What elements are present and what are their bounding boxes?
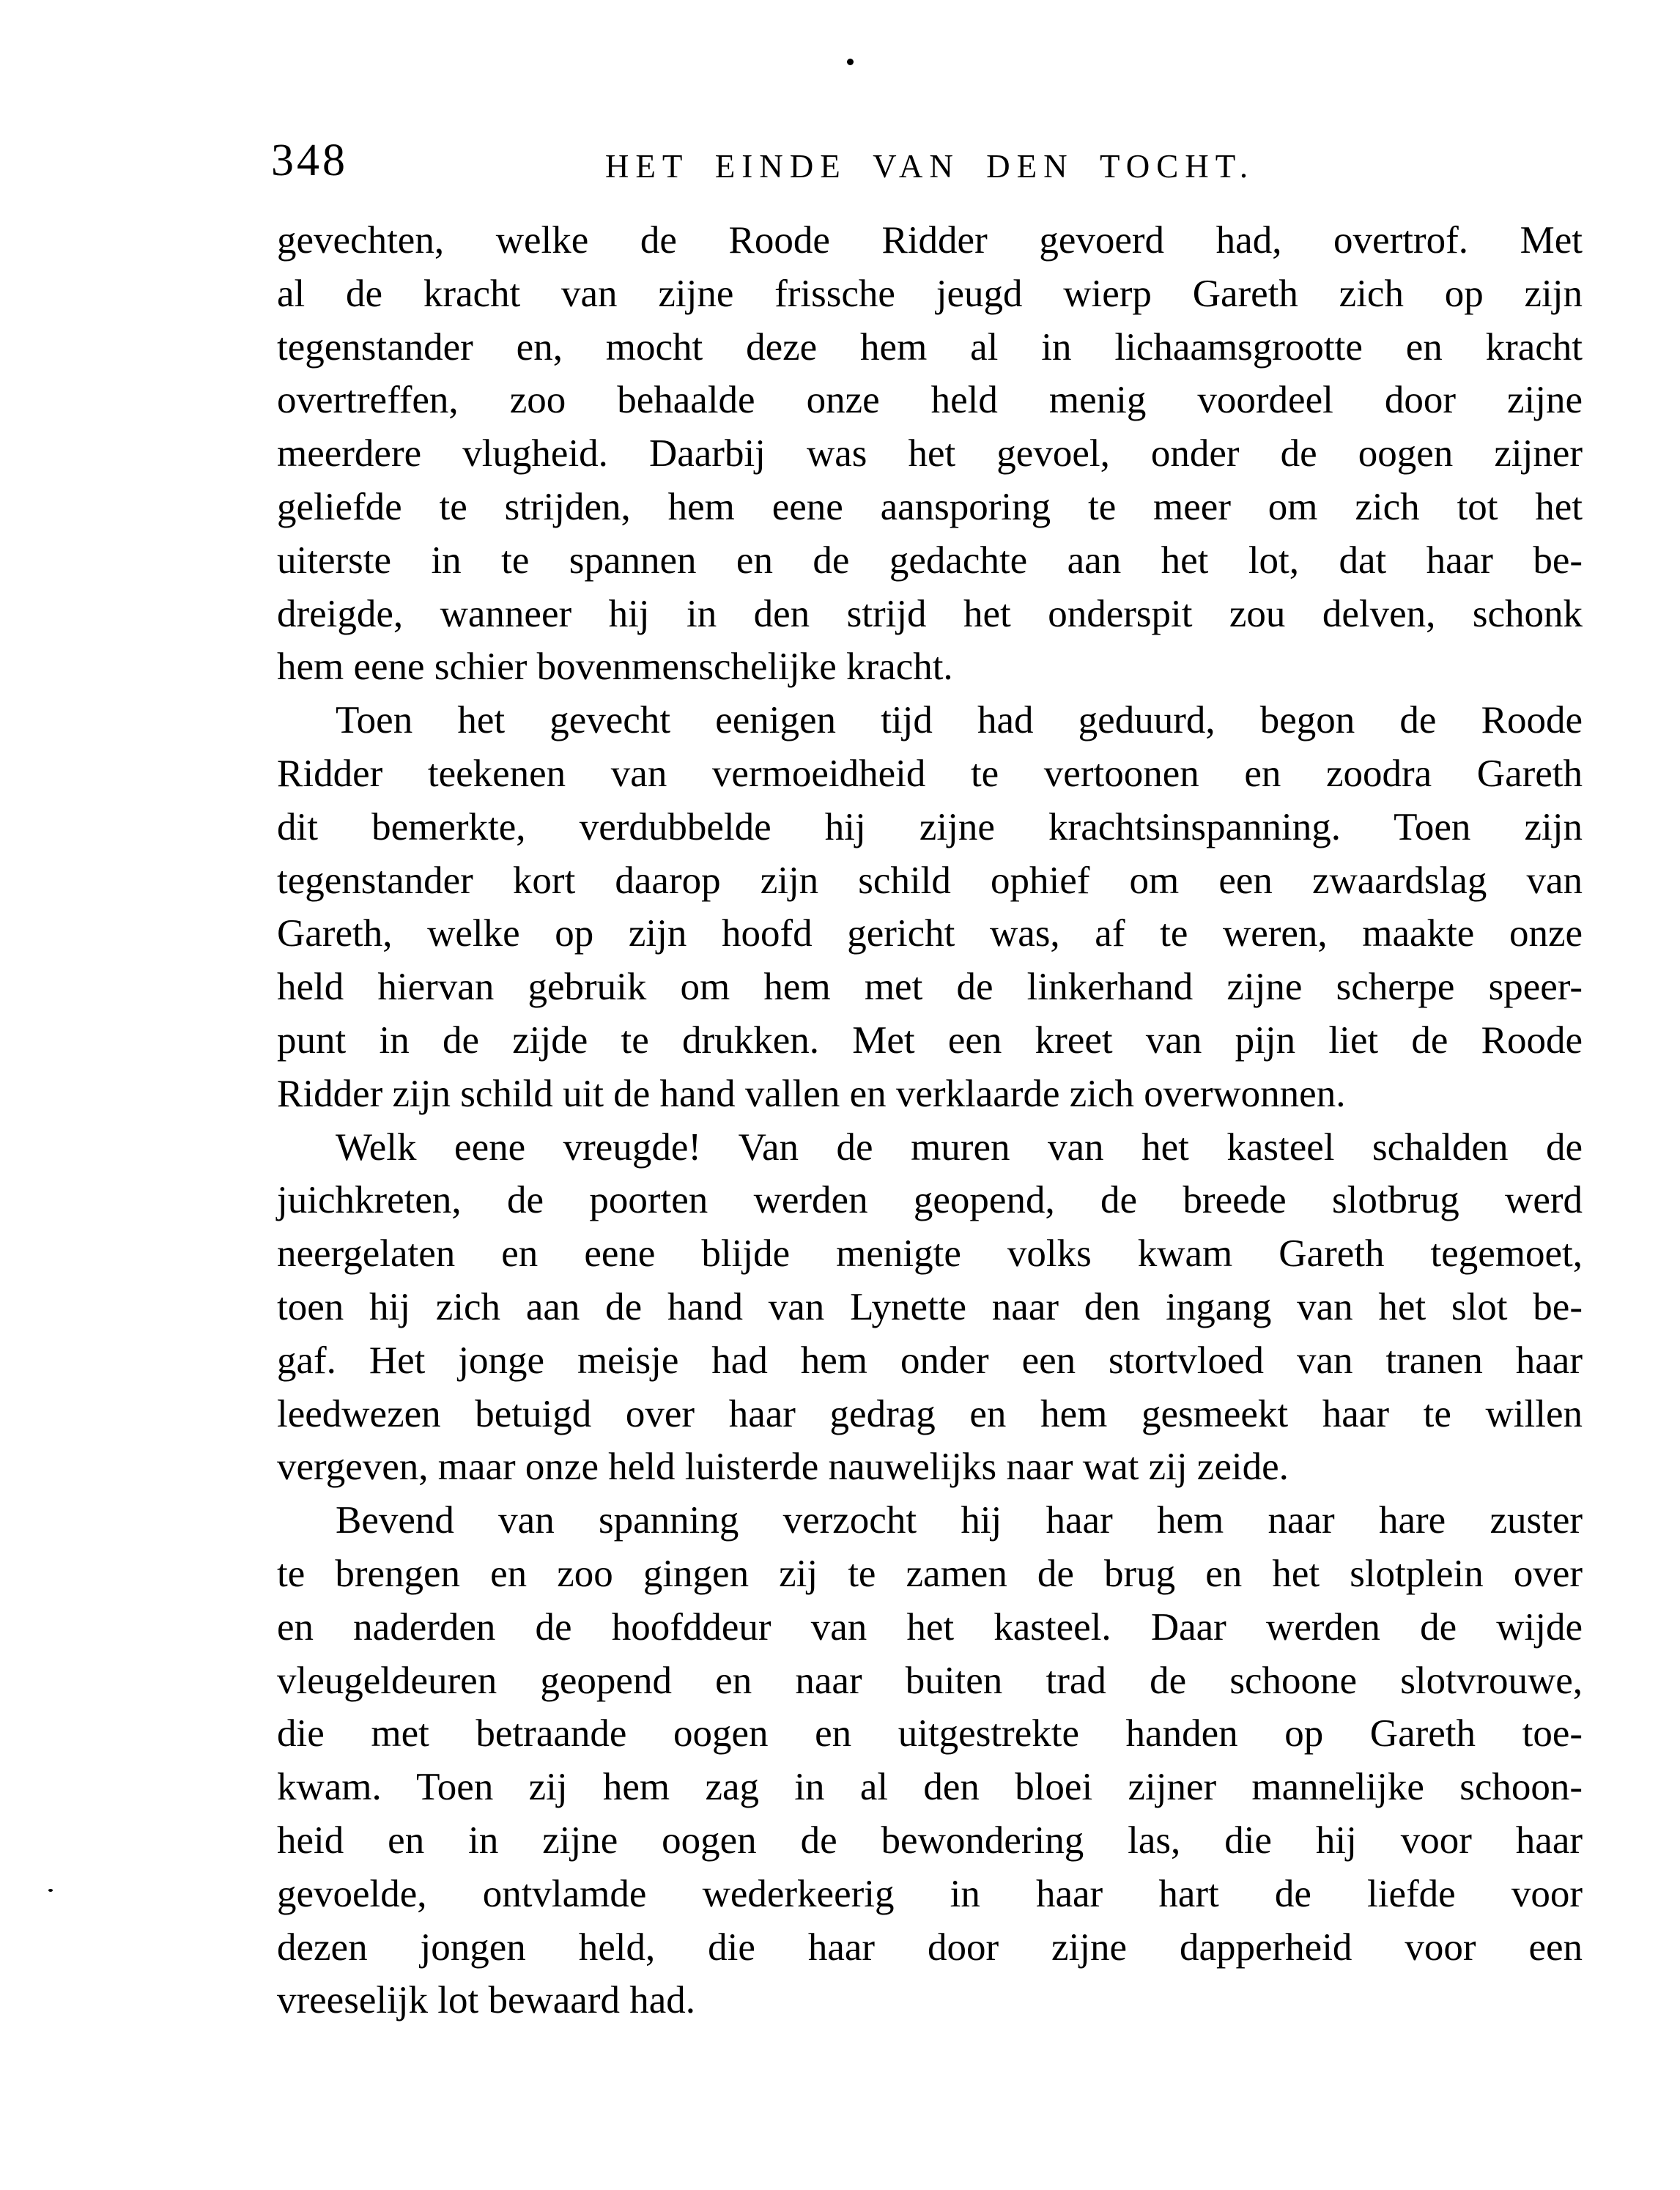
text-line: tegenstander en, mocht deze hem al in lichaamsgrootte en kracht [277,325,1583,369]
text-line: Toen het gevecht eenigen tijd had geduurd, begon de Roode [336,699,1583,742]
text-line: dreigde, wanneer hij in den strijd het onderspit zou delven, schonk [277,592,1583,635]
text-line: overtreffen, zoo behaalde onze held menig voordeel door zijne [277,379,1583,422]
text-line: Welk eene vreugde! Van de muren van het kasteel schalden de [336,1125,1583,1169]
text-line: kwam. Toen zij hem zag in al den bloei zijner mannelijke schoon- [277,1766,1583,1809]
text-line: dit bemerkte, verdubbelde hij zijne krachtsinspanning. Toen zijn [277,805,1583,848]
text-line: vleugeldeuren geopend en naar buiten trad de schoone slotvrouwe, [277,1659,1583,1702]
text-line: vreeselijk lot bewaard had. [277,1979,695,2022]
text-line: vergeven, maar onze held luisterde nauwelijks naar wat zij zeide. [277,1446,1289,1489]
text-line: Gareth, welke op zijn hoofd gericht was, af te weren, maakte onze [277,912,1583,955]
text-line: gaf. Het jonge meisje had hem onder een stortvloed van tranen haar [277,1339,1583,1382]
text-block [277,214,1583,2027]
text-line: en naderden de hoofddeur van het kasteel. Daar werden de wijde [277,1605,1583,1649]
text-line: toen hij zich aan de hand van Lynette naar den ingang van het slot be- [277,1285,1583,1328]
ink-speck [847,59,854,65]
text-line: gevoelde, ontvlamde wederkeerig in haar hart de liefde voor [277,1872,1583,1915]
text-line: uiterste in te spannen en de gedachte aan het lot, dat haar be- [277,539,1583,582]
text-line: hem eene schier bovenmenschelijke kracht. [277,645,953,689]
text-line: te brengen en zoo gingen zij te zamen de brug en het slotplein over [277,1552,1583,1595]
text-line: die met betraande oogen en uitgestrekte handen op Gareth toe- [277,1712,1583,1756]
text-line: gevechten, welke de Roode Ridder gevoerd had, overtrof. Met [277,219,1583,262]
text-line: heid en in zijne oogen de bewondering las, die hij voor haar [277,1819,1583,1862]
text-line: al de kracht van zijne frissche jeugd wierp Gareth zich op zijn [277,272,1583,315]
text-line: geliefde te strijden, hem eene aansporing te meer om zich tot het [277,485,1583,528]
ink-speck [48,1889,53,1892]
text-line: tegenstander kort daarop zijn schild ophief om een zwaardslag van [277,859,1583,902]
text-line: leedwezen betuigd over haar gedrag en hem gesmeekt haar te willen [277,1392,1583,1435]
running-header: HET EINDE VAN DEN TOCHT. [604,148,1255,185]
text-line: neergelaten en eene blijde menigte volks kwam Gareth tegemoet, [277,1232,1583,1276]
text-line: punt in de zijde te drukken. Met een kreet van pijn liet de Roode [277,1018,1583,1062]
text-line: held hiervan gebruik om hem met de linkerhand zijne scherpe speer- [277,966,1583,1009]
text-line: juichkreten, de poorten werden geopend, de breede slotbrug werd [277,1179,1583,1222]
text-line: meerdere vlugheid. Daarbij was het gevoel, onder de oogen zijner [277,432,1583,476]
text-line: dezen jongen held, die haar door zijne dapperheid voor een [277,1926,1583,1969]
text-line: Ridder zijn schild uit de hand vallen en verklaarde zich overwonnen. [277,1072,1346,1115]
page-number: 348 [271,136,348,185]
text-line: Bevend van spanning verzocht hij haar hem naar hare zuster [336,1499,1583,1542]
text-line: Ridder teekenen van vermoeidheid te vertoonen en zoodra Gareth [277,752,1583,795]
